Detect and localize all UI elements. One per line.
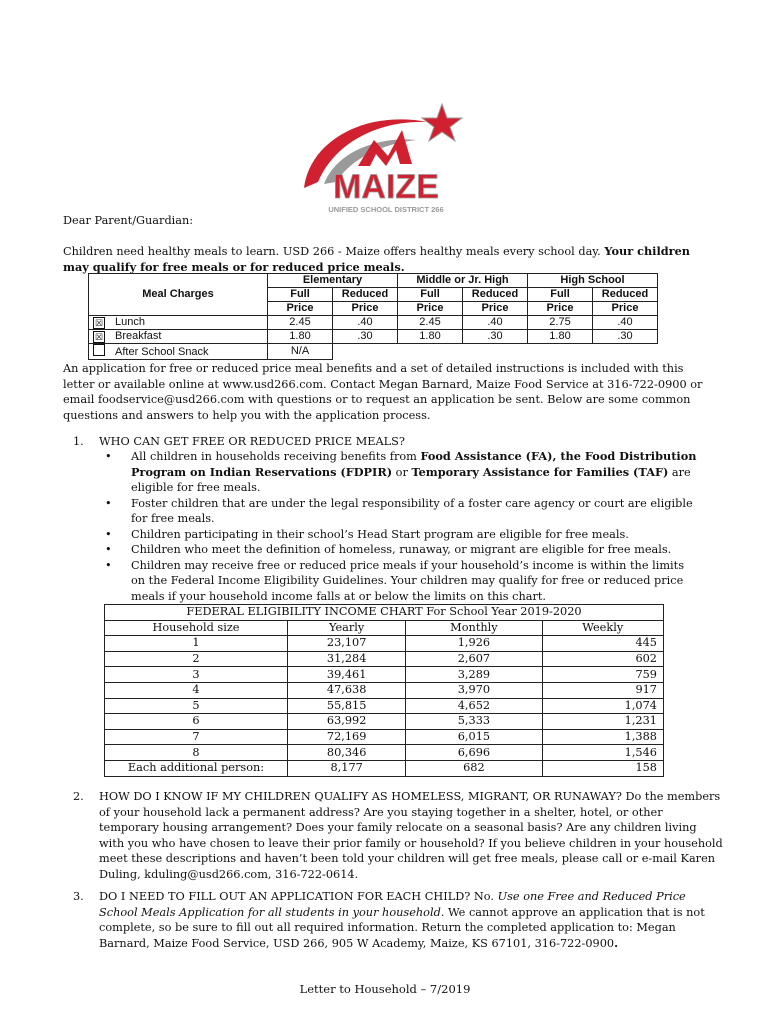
cell: 39,461 xyxy=(288,667,406,683)
header-monthly: Monthly xyxy=(406,620,542,636)
cell: 3 xyxy=(105,667,288,683)
header-yearly: Yearly xyxy=(288,620,406,636)
logo-subtitle: UNIFIED SCHOOL DISTRICT 266 xyxy=(328,205,444,214)
meal-label: Breakfast xyxy=(115,330,162,342)
list-item xyxy=(100,542,700,558)
question-number: 3. xyxy=(73,890,84,903)
table-row xyxy=(105,760,664,776)
price-cell: .40 xyxy=(333,316,398,330)
question-text: HOW DO I KNOW IF MY CHILDREN QUALIFY AS HOMELESS, MIGRANT, OR RUNAWAY? Do the members of your household lack a permanent address? Are you staying together in a shelter, hotel, or other temporary housing arrangement? Does your family relocate on a seasonal basis? Are any children living with you who have chosen to leave their prior family or household? If you believe children in your household meet these descriptions and haven’t been told your children will get free meals, please call or e-mail Karen Duling, kduling@usd266.com, 316-722-0614. xyxy=(99,790,723,881)
table-row xyxy=(105,667,664,683)
meal-label: After School Snack xyxy=(115,346,209,358)
price-cell: 1.80 xyxy=(268,330,333,344)
cell: 1,074 xyxy=(542,698,663,714)
breakfast-checkbox[interactable]: ☒ xyxy=(94,332,104,342)
cell: 5 xyxy=(105,698,288,714)
greeting: Dear Parent/Guardian: xyxy=(63,214,194,227)
table-row xyxy=(105,745,664,761)
table-row xyxy=(105,651,664,667)
cell: 4 xyxy=(105,682,288,698)
price-cell: .30 xyxy=(333,330,398,344)
q3-italic: Use one Free and Reduced Price School Meals Application for all students in your household. xyxy=(99,890,686,919)
star-icon xyxy=(422,104,462,141)
maize-logo xyxy=(296,100,476,218)
cell: 8 xyxy=(105,745,288,761)
question-3 xyxy=(63,889,723,951)
question-2 xyxy=(63,789,723,882)
cell: 80,346 xyxy=(288,745,406,761)
col-full: Full xyxy=(528,288,593,302)
group-elementary: Elementary xyxy=(268,274,398,288)
meal-label: Lunch xyxy=(115,316,145,328)
cell: 602 xyxy=(542,651,663,667)
cell: 6,696 xyxy=(406,745,542,761)
bullet-icon: • xyxy=(105,558,112,572)
bullet-text: Children who meet the definition of homeless, runaway, or migrant are eligible for free meals. xyxy=(131,543,672,556)
table-row xyxy=(105,682,664,698)
table-row xyxy=(105,698,664,714)
bullet-text: or xyxy=(392,465,412,479)
col-reduced: Reduced xyxy=(463,288,528,302)
q3-post: We cannot approve an application that is not complete, so be sure to fill out all required information. Return the completed application to: Megan Barnard, Maize Food Service, USD 266, 905 W Academy, Maize, KS 67101, 316-722-0900 xyxy=(99,905,705,950)
cell: 4,652 xyxy=(406,698,542,714)
col-price: Price xyxy=(463,302,528,316)
meal-row-snack xyxy=(89,344,658,360)
income-chart-title: FEDERAL ELIGIBILITY INCOME CHART For School Year 2019-2020 xyxy=(105,605,664,621)
cell: 8,177 xyxy=(288,760,406,776)
col-full: Full xyxy=(398,288,463,302)
table-row xyxy=(105,729,664,745)
price-cell: 2.75 xyxy=(528,316,593,330)
eligibility-list xyxy=(100,449,700,604)
page-footer: Letter to Household – 7/2019 xyxy=(299,982,471,996)
question-title: WHO CAN GET FREE OR REDUCED PRICE MEALS? xyxy=(99,435,405,448)
cell: 158 xyxy=(542,760,663,776)
cell: 6 xyxy=(105,714,288,730)
col-price: Price xyxy=(593,302,658,316)
cell: Each additional person: xyxy=(105,760,288,776)
question-text xyxy=(99,889,723,951)
intro-paragraph xyxy=(63,244,713,275)
meal-row-lunch xyxy=(89,316,658,330)
cell: 7 xyxy=(105,729,288,745)
col-reduced: Reduced xyxy=(333,288,398,302)
price-cell: .40 xyxy=(463,316,528,330)
lunch-checkbox[interactable]: ☒ xyxy=(94,318,104,328)
bullet-icon: • xyxy=(105,496,112,510)
intro-bold: Your children may qualify for free meals or for reduced price meals. xyxy=(63,244,691,274)
cell: 759 xyxy=(542,667,663,683)
cell: 1 xyxy=(105,636,288,652)
bullet-text: Foster children that are under the legal responsibility of a foster care agency or court are eligible for free meals. xyxy=(131,496,693,525)
bullet-text: are eligible for free meals. xyxy=(131,465,691,494)
price-cell: .30 xyxy=(593,330,658,344)
list-item xyxy=(100,496,700,527)
cell: 5,333 xyxy=(406,714,542,730)
q3-pre: DO I NEED TO FILL OUT AN APPLICATION FOR EACH CHILD? No. xyxy=(99,890,498,903)
cell: 917 xyxy=(542,682,663,698)
col-full: Full xyxy=(268,288,333,302)
col-price: Price xyxy=(528,302,593,316)
intro-text: Children need healthy meals to learn. USD 266 - Maize offers healthy meals every school day. xyxy=(63,245,605,258)
table-row xyxy=(105,636,664,652)
table-header-row xyxy=(105,620,664,636)
cell: 2 xyxy=(105,651,288,667)
col-reduced: Reduced xyxy=(593,288,658,302)
snack-checkbox[interactable] xyxy=(93,344,105,356)
cell: 31,284 xyxy=(288,651,406,667)
cell: 6,015 xyxy=(406,729,542,745)
application-paragraph: An application for free or reduced price meal benefits and a set of detailed instructions is included with this letter or available online at www.usd266.com. Contact Megan Barnard, Maize Food Service at 316-722-0900 or email foodservice@usd266.com with questions or to request an application be sent. Below are some common questions and answers to help you with the application process. xyxy=(63,362,703,422)
cell: 2,607 xyxy=(406,651,542,667)
list-item xyxy=(100,558,700,605)
question-1 xyxy=(63,434,723,450)
bullet-text: Children participating in their school’s Head Start program are eligible for free meals. xyxy=(131,527,629,541)
question-number: 1. xyxy=(73,435,84,448)
question-number: 2. xyxy=(73,790,84,803)
list-item xyxy=(100,449,700,496)
meal-charges-table xyxy=(88,273,658,360)
bullet-bold: Food Assistance (FA), the Food Distribution Program on Indian Reservations (FDPIR) xyxy=(131,449,697,479)
price-cell: 1.80 xyxy=(398,330,463,344)
cell: 47,638 xyxy=(288,682,406,698)
cell: 445 xyxy=(542,636,663,652)
cell: 55,815 xyxy=(288,698,406,714)
table-row xyxy=(105,714,664,730)
bullet-icon: • xyxy=(105,527,112,541)
q3-end: . xyxy=(614,935,619,950)
cell: 3,970 xyxy=(406,682,542,698)
price-cell: 2.45 xyxy=(398,316,463,330)
bullet-icon: • xyxy=(105,450,112,463)
group-middle: Middle or Jr. High xyxy=(398,274,528,288)
meal-row-breakfast xyxy=(89,330,658,344)
cell: 23,107 xyxy=(288,636,406,652)
header-weekly: Weekly xyxy=(542,620,663,636)
cell: 1,926 xyxy=(406,636,542,652)
bullet-text: All children in households receiving benefits from xyxy=(131,450,421,463)
col-price: Price xyxy=(333,302,398,316)
cell: 1,231 xyxy=(542,714,663,730)
list-item xyxy=(100,527,700,543)
bullet-bold: Temporary Assistance for Families (TAF) xyxy=(411,464,669,479)
income-eligibility-table xyxy=(104,604,664,777)
price-cell: .40 xyxy=(593,316,658,330)
header-household: Household size xyxy=(105,620,288,636)
price-cell: 1.80 xyxy=(528,330,593,344)
bullet-text: Children may receive free or reduced price meals if your household’s income is within the limits on the Federal Income Eligibility Guidelines. Your children may qualify for free or reduced price meals if your household income falls at or below the limits on this chart. xyxy=(131,558,685,603)
cell: 63,992 xyxy=(288,714,406,730)
col-price: Price xyxy=(398,302,463,316)
col-price: Price xyxy=(268,302,333,316)
cell: 72,169 xyxy=(288,729,406,745)
bullet-icon: • xyxy=(105,543,112,556)
price-cell: .30 xyxy=(463,330,528,344)
cell: 1,546 xyxy=(542,745,663,761)
group-high: High School xyxy=(528,274,658,288)
cell: 1,388 xyxy=(542,729,663,745)
meal-charges-header: Meal Charges xyxy=(89,274,268,316)
price-cell: 2.45 xyxy=(268,316,333,330)
price-cell: N/A xyxy=(268,344,333,360)
logo-wordmark: MAIZE xyxy=(333,168,439,206)
cell: 3,289 xyxy=(406,667,542,683)
cell: 682 xyxy=(406,760,542,776)
